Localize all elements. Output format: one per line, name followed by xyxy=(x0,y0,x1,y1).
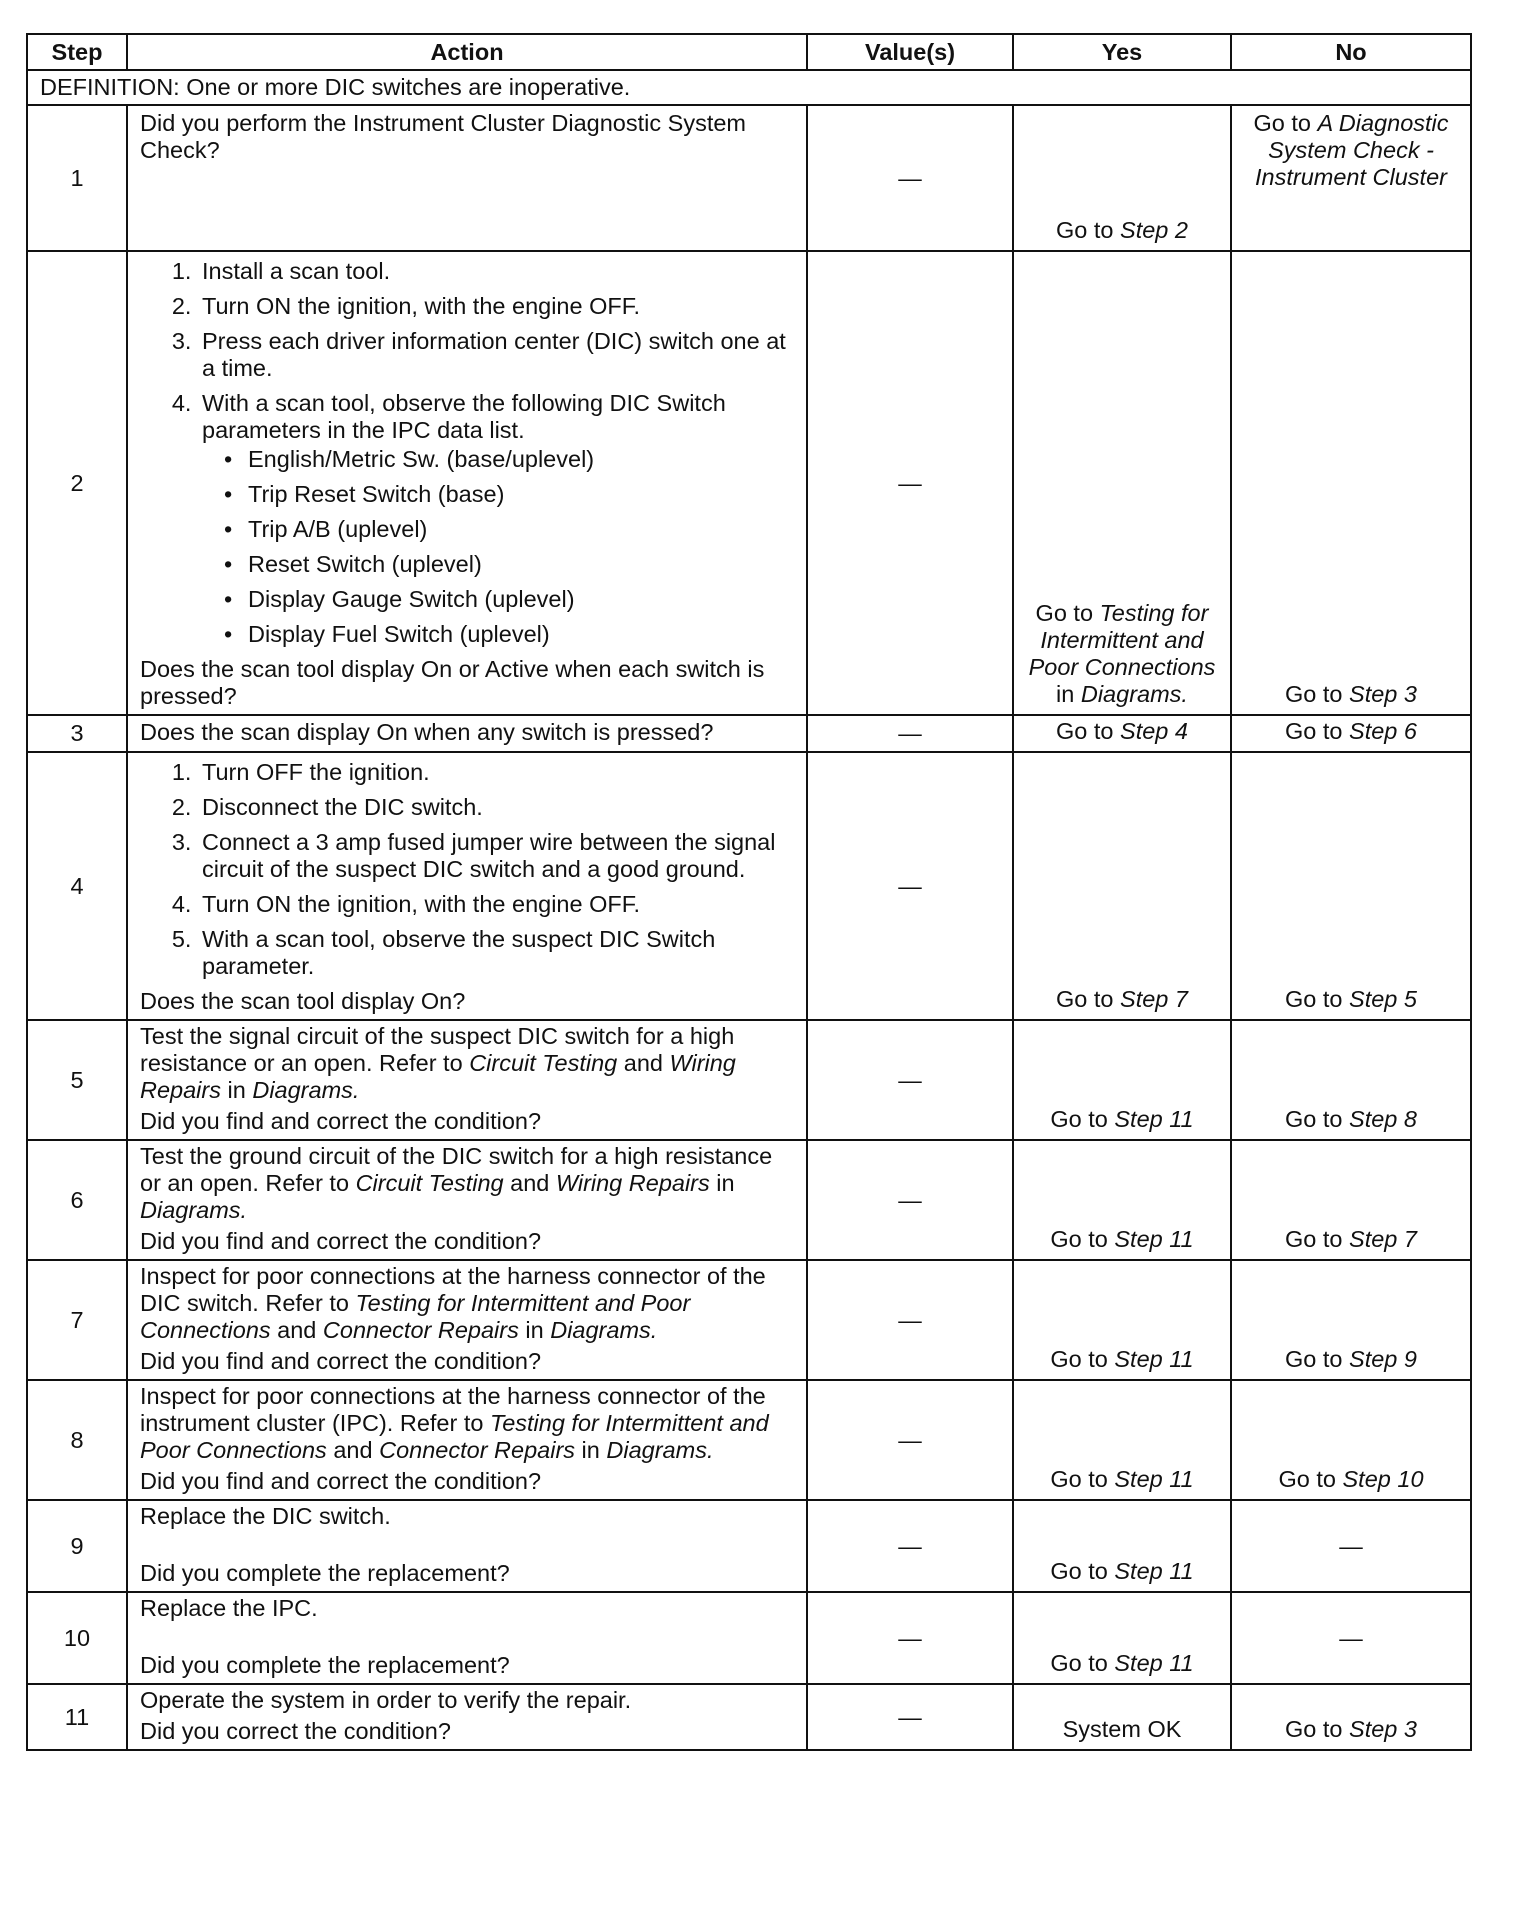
spacer xyxy=(140,1622,794,1648)
header-no: No xyxy=(1231,34,1471,70)
header-step: Step xyxy=(27,34,127,70)
yes-prefix: Go to xyxy=(1050,1650,1115,1676)
action-instruction: Replace the IPC. xyxy=(140,1595,318,1621)
action-instruction: Operate the system in order to verify the repair. xyxy=(140,1687,632,1713)
instruction-text: Inspect for poor connections at the harness connector of the instrument cluster (IPC). Refer to xyxy=(140,1383,766,1436)
table-row xyxy=(27,1500,1471,1592)
step-number: 8 xyxy=(27,1380,127,1500)
spacer xyxy=(140,1530,794,1556)
table-row xyxy=(27,1592,1471,1684)
action-question: Did you find and correct the condition? xyxy=(140,1468,542,1494)
reference-link: Diagrams. xyxy=(550,1317,658,1343)
action-question: Did you find and correct the condition? xyxy=(140,1228,542,1254)
procedure-item: 1. Install a scan tool. xyxy=(198,258,794,285)
no-cell xyxy=(1231,1140,1471,1260)
no-prefix: Go to xyxy=(1285,718,1350,744)
procedure-item: 2. Disconnect the DIC switch. xyxy=(198,794,794,821)
action-cell xyxy=(127,1684,807,1750)
table-row xyxy=(27,1260,1471,1380)
value-cell: — xyxy=(807,1260,1013,1380)
yes-ref: Step 7 xyxy=(1120,986,1188,1012)
no-prefix: Go to xyxy=(1278,1466,1343,1492)
yes-ref: Testing for Intermittent and Poor Connections xyxy=(1028,600,1216,680)
no-cell xyxy=(1231,1380,1471,1500)
table-row xyxy=(27,1380,1471,1500)
yes-ref: Step 11 xyxy=(1114,1466,1194,1492)
no-ref: Step 3 xyxy=(1349,1716,1417,1742)
step-number: 3 xyxy=(27,715,127,752)
no-ref: Step 10 xyxy=(1342,1466,1424,1492)
table-row xyxy=(27,251,1471,715)
procedure-item xyxy=(198,390,794,648)
reference-link: Testing for Intermittent and Poor Connections xyxy=(140,1410,769,1463)
action-instruction xyxy=(140,1023,794,1104)
step-number: 4 xyxy=(27,752,127,1020)
table-row xyxy=(27,752,1471,1020)
reference-link: Diagrams. xyxy=(606,1437,714,1463)
action-instruction xyxy=(140,1383,794,1464)
yes-ref: Step 11 xyxy=(1114,1650,1194,1676)
instruction-text: Inspect for poor connections at the harness connector of the DIC switch. Refer to xyxy=(140,1263,766,1316)
no-cell xyxy=(1231,752,1471,1020)
parameter-item: • English/Metric Sw. (base/uplevel) xyxy=(244,446,794,473)
value-cell: — xyxy=(807,715,1013,752)
action-question: Does the scan tool display On or Active when each switch is pressed? xyxy=(140,656,765,709)
no-cell xyxy=(1231,1020,1471,1140)
header-action: Action xyxy=(127,34,807,70)
action-question: Does the scan tool display On? xyxy=(140,988,466,1014)
no-cell: — xyxy=(1231,1592,1471,1684)
no-cell xyxy=(1231,105,1471,251)
step-number: 7 xyxy=(27,1260,127,1380)
procedure-list xyxy=(140,759,794,980)
yes-cell xyxy=(1013,1260,1231,1380)
no-ref: A Diagnostic System Check - Instrument Cluster xyxy=(1255,110,1449,190)
no-prefix: Go to xyxy=(1285,1226,1350,1252)
parameter-item: • Display Gauge Switch (uplevel) xyxy=(244,586,794,613)
procedure-item: 1. Turn OFF the ignition. xyxy=(198,759,794,786)
action-question: Did you find and correct the condition? xyxy=(140,1108,542,1134)
yes-prefix: Go to xyxy=(1050,1558,1115,1584)
reference-link: Diagrams. xyxy=(252,1077,360,1103)
reference-link: Wiring Repairs xyxy=(555,1170,710,1196)
yes-cell xyxy=(1013,1380,1231,1500)
reference-link: Circuit Testing xyxy=(355,1170,504,1196)
action-question: Did you perform the Instrument Cluster Diagnostic System Check? xyxy=(140,110,747,163)
yes-ref: Step 11 xyxy=(1114,1346,1194,1372)
action-cell xyxy=(127,251,807,715)
table-row xyxy=(27,715,1471,752)
step-number: 9 xyxy=(27,1500,127,1592)
instruction-text: and xyxy=(270,1317,323,1343)
no-ref: Step 9 xyxy=(1349,1346,1417,1372)
table-row xyxy=(27,1140,1471,1260)
no-ref: Step 7 xyxy=(1349,1226,1417,1252)
step-number: 6 xyxy=(27,1140,127,1260)
yes-prefix: Go to xyxy=(1035,600,1100,626)
procedure-item: 3. Press each driver information center (DIC) switch one at a time. xyxy=(198,328,794,382)
action-instruction xyxy=(140,1263,794,1344)
value-cell: — xyxy=(807,1500,1013,1592)
reference-link: Testing for Intermittent and Poor Connections xyxy=(140,1290,691,1343)
value-cell: — xyxy=(807,1592,1013,1684)
reference-link: Diagrams. xyxy=(140,1197,248,1223)
yes-ref: Step 2 xyxy=(1120,217,1188,243)
value-cell: — xyxy=(807,1684,1013,1750)
action-instruction: Replace the DIC switch. xyxy=(140,1503,391,1529)
action-question: Did you correct the condition? xyxy=(140,1718,451,1744)
no-cell xyxy=(1231,715,1471,752)
yes-ref: Step 4 xyxy=(1120,718,1188,744)
yes-prefix: Go to xyxy=(1056,986,1121,1012)
action-cell xyxy=(127,752,807,1020)
no-prefix: Go to xyxy=(1285,1716,1350,1742)
no-cell: — xyxy=(1231,1500,1471,1592)
yes-cell: System OK xyxy=(1013,1684,1231,1750)
yes-cell xyxy=(1013,105,1231,251)
step-number: 5 xyxy=(27,1020,127,1140)
header-row xyxy=(27,34,1471,70)
header-values: Value(s) xyxy=(807,34,1013,70)
yes-cell xyxy=(1013,1592,1231,1684)
step-number: 2 xyxy=(27,251,127,715)
yes-prefix: Go to xyxy=(1056,217,1121,243)
yes-prefix: Go to xyxy=(1050,1346,1115,1372)
yes-ref: Step 11 xyxy=(1114,1226,1194,1252)
parameter-item: • Reset Switch (uplevel) xyxy=(244,551,794,578)
procedure-list xyxy=(140,258,794,648)
definition-text: DEFINITION: One or more DIC switches are inoperative. xyxy=(27,70,1471,105)
instruction-text: and xyxy=(326,1437,380,1463)
instruction-text: Test the signal circuit of the suspect DIC switch for a high resistance or an open. Refer to xyxy=(140,1023,735,1076)
yes-ref: Step 11 xyxy=(1114,1558,1194,1584)
instruction-text: Test the ground circuit of the DIC switch for a high resistance or an open. Refer to xyxy=(140,1143,773,1196)
value-cell: — xyxy=(807,752,1013,1020)
no-ref: Step 5 xyxy=(1349,986,1417,1012)
no-cell xyxy=(1231,1260,1471,1380)
action-cell xyxy=(127,1140,807,1260)
yes-prefix: Go to xyxy=(1050,1466,1115,1492)
instruction-text: in xyxy=(518,1317,551,1343)
action-question: Did you complete the replacement? xyxy=(140,1560,510,1586)
procedure-item: 2. Turn ON the ignition, with the engine OFF. xyxy=(198,293,794,320)
action-question: Did you complete the replacement? xyxy=(140,1652,510,1678)
header-yes: Yes xyxy=(1013,34,1231,70)
no-prefix: Go to xyxy=(1285,1106,1350,1132)
action-cell xyxy=(127,1380,807,1500)
no-prefix: Go to xyxy=(1253,110,1318,136)
yes-cell xyxy=(1013,1500,1231,1592)
yes-ref: Step 11 xyxy=(1114,1106,1194,1132)
no-ref: Step 6 xyxy=(1349,718,1417,744)
instruction-text: in xyxy=(220,1077,253,1103)
yes-prefix: Go to xyxy=(1056,718,1121,744)
step-number: 1 xyxy=(27,105,127,251)
parameter-list xyxy=(202,446,794,648)
no-prefix: Go to xyxy=(1285,986,1350,1012)
parameter-item: • Trip Reset Switch (base) xyxy=(244,481,794,508)
definition-row xyxy=(27,70,1471,105)
procedure-item-text: With a scan tool, observe the following DIC Switch parameters in the IPC data list. xyxy=(202,390,726,443)
value-cell: — xyxy=(807,1020,1013,1140)
action-cell xyxy=(127,1020,807,1140)
action-question: Did you find and correct the condition? xyxy=(140,1348,542,1374)
yes-mid: in xyxy=(1056,681,1081,707)
action-question: Does the scan display On when any switch is pressed? xyxy=(127,715,807,752)
reference-link: Wiring Repairs xyxy=(140,1050,736,1103)
value-cell: — xyxy=(807,1380,1013,1500)
parameter-item: • Display Fuel Switch (uplevel) xyxy=(244,621,794,648)
value-cell: — xyxy=(807,1140,1013,1260)
step-number: 10 xyxy=(27,1592,127,1684)
table-row xyxy=(27,1020,1471,1140)
procedure-item: 4. Turn ON the ignition, with the engine OFF. xyxy=(198,891,794,918)
yes-cell xyxy=(1013,715,1231,752)
reference-link: Connector Repairs xyxy=(322,1317,519,1343)
no-prefix: Go to xyxy=(1285,1346,1350,1372)
action-cell xyxy=(127,1592,807,1684)
yes-ref2: Diagrams. xyxy=(1080,681,1188,707)
procedure-item: 5. With a scan tool, observe the suspect DIC Switch parameter. xyxy=(198,926,794,980)
instruction-text: and xyxy=(503,1170,556,1196)
reference-link: Connector Repairs xyxy=(379,1437,576,1463)
diagnostic-table xyxy=(26,33,1472,1751)
instruction-text: and xyxy=(617,1050,670,1076)
no-ref: Step 3 xyxy=(1349,681,1417,707)
yes-cell xyxy=(1013,752,1231,1020)
yes-cell xyxy=(1013,251,1231,715)
table-row xyxy=(27,1684,1471,1750)
no-prefix: Go to xyxy=(1285,681,1350,707)
step-number: 11 xyxy=(27,1684,127,1750)
value-cell: — xyxy=(807,251,1013,715)
procedure-item: 3. Connect a 3 amp fused jumper wire between the signal circuit of the suspect DIC switch and a good ground. xyxy=(198,829,794,883)
parameter-item: • Trip A/B (uplevel) xyxy=(244,516,794,543)
value-cell: — xyxy=(807,105,1013,251)
diagnostic-table-sheet xyxy=(26,33,1470,1751)
yes-prefix: Go to xyxy=(1050,1226,1115,1252)
action-cell xyxy=(127,1500,807,1592)
action-cell xyxy=(127,105,807,251)
yes-prefix: Go to xyxy=(1050,1106,1115,1132)
no-cell xyxy=(1231,251,1471,715)
yes-cell xyxy=(1013,1020,1231,1140)
action-instruction xyxy=(140,1143,794,1224)
no-ref: Step 8 xyxy=(1349,1106,1417,1132)
instruction-text: in xyxy=(575,1437,607,1463)
reference-link: Circuit Testing xyxy=(469,1050,618,1076)
action-cell xyxy=(127,1260,807,1380)
table-row xyxy=(27,105,1471,251)
no-cell xyxy=(1231,1684,1471,1750)
instruction-text: in xyxy=(709,1170,735,1196)
yes-cell xyxy=(1013,1140,1231,1260)
